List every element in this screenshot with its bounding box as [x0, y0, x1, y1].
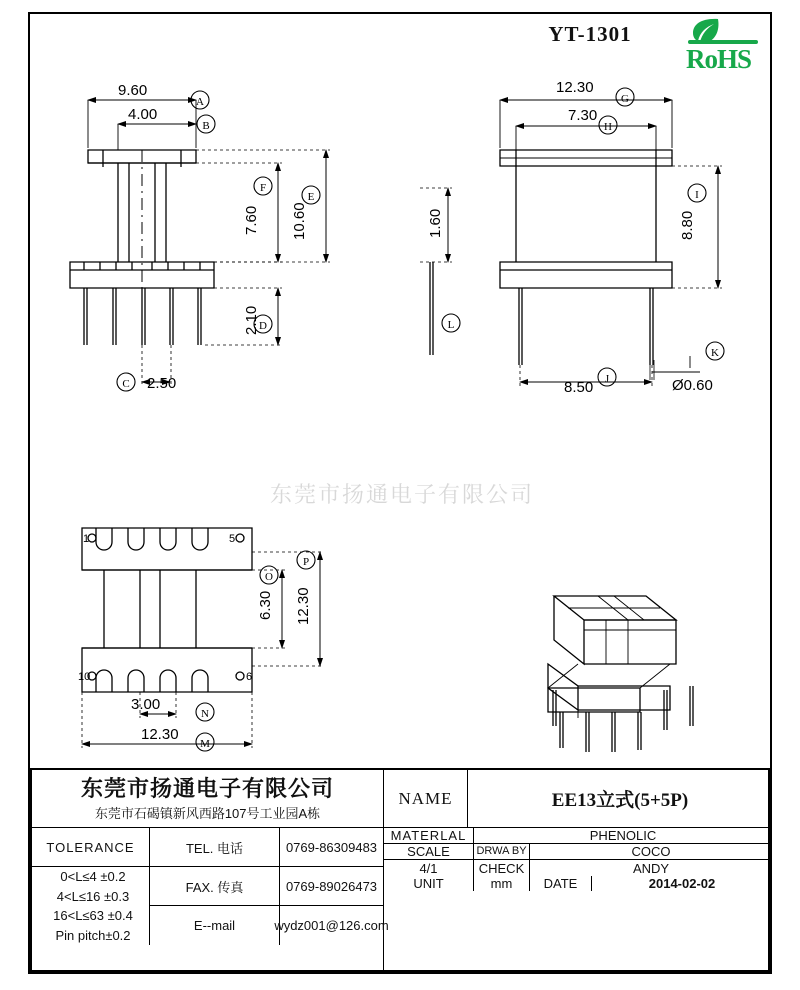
dim-A-value: 9.60	[118, 82, 148, 99]
pin-label-6: 6	[246, 671, 253, 683]
material-value: PHENOLIC	[474, 828, 772, 844]
dim-F-value: 7.60	[243, 205, 260, 235]
spec-group	[384, 828, 772, 970]
dim-K-value: Ø0.60	[672, 377, 713, 394]
contact-tolerance-group	[32, 828, 389, 970]
dim-I-value: 8.80	[679, 210, 696, 240]
drawn-by-label: DRWA BY	[474, 844, 530, 860]
svg-text:A: A	[196, 96, 204, 108]
check-value: ANDY	[632, 860, 670, 876]
email-value: wydz001@126.com	[280, 906, 384, 945]
part-number: YT-1301	[548, 22, 632, 46]
tolerance-line-4: Pin pitch±0.2	[55, 927, 131, 943]
date-label: DATE	[530, 876, 592, 891]
fax-value: 0769-89026473	[280, 867, 384, 906]
dim-B-value: 4.00	[128, 106, 158, 123]
dim-N-value: 3.00	[131, 696, 161, 713]
svg-text:I: I	[695, 189, 699, 201]
dim-C-value: 2.50	[147, 375, 177, 392]
company-name: 东莞市扬通电子有限公司	[80, 776, 334, 802]
fax-label: FAX. 传真	[150, 867, 280, 906]
svg-text:G: G	[621, 93, 629, 105]
svg-text:P: P	[302, 556, 310, 568]
check-label: CHECK	[474, 860, 530, 876]
dim-E-value: 10.60	[291, 202, 308, 240]
svg-text:D: D	[259, 320, 267, 332]
dim-O-value: 6.30	[257, 590, 274, 620]
svg-text:F: F	[259, 182, 267, 194]
name-value: EE13立式(5+5P)	[468, 770, 772, 828]
svg-text:N: N	[201, 708, 209, 720]
tolerance-list	[32, 867, 150, 945]
dim-H-value: 7.30	[568, 107, 598, 124]
svg-text:K: K	[711, 347, 719, 359]
svg-text:B: B	[202, 120, 210, 132]
pin-label-1: 1	[83, 533, 90, 545]
svg-text:J: J	[604, 373, 610, 385]
dim-G-value: 12.30	[556, 79, 594, 96]
drawn-by-value: COCO	[530, 844, 772, 860]
svg-text:O: O	[265, 571, 273, 583]
tel-value: 0769-86309483	[280, 828, 384, 867]
svg-text:C: C	[122, 378, 130, 390]
tolerance-line-3: 16<L≤63 ±0.4	[53, 908, 133, 923]
unit-label: UNIT	[384, 876, 474, 891]
dim-P-value: 12.30	[295, 587, 312, 625]
email-label: E--mail	[150, 906, 280, 945]
company-cell	[32, 770, 384, 828]
rohs-text: RoHS	[686, 44, 752, 74]
dim-J-value: 8.50	[564, 379, 594, 396]
tolerance-line-1: 0<L≤4 ±0.2	[60, 869, 126, 884]
scale-label: SCALE	[384, 844, 474, 860]
tolerance-line-2: 4<L≤16 ±0.3	[56, 888, 130, 904]
date-value: 2014-02-02	[648, 876, 716, 891]
tel-label: TEL. 电话	[150, 828, 280, 867]
dim-D-value: 2.10	[243, 305, 260, 335]
watermark-text: 东莞市扬通电子有限公司	[270, 482, 535, 507]
svg-text:E: E	[307, 191, 315, 203]
svg-text:L: L	[447, 319, 455, 331]
name-label: NAME	[384, 770, 468, 828]
dim-M-value: 12.30	[141, 726, 179, 743]
company-address: 东莞市石碣镇新风西路107号工业园A栋	[94, 805, 321, 821]
svg-text:H: H	[604, 121, 612, 133]
material-label: MATERLAL	[384, 828, 474, 844]
dim-160-value: 1.60	[427, 208, 444, 238]
unit-value: mm	[474, 876, 530, 891]
svg-text:M: M	[200, 738, 210, 750]
scale-value: 4/1	[384, 860, 474, 876]
pin-label-5: 5	[229, 533, 236, 545]
title-block	[30, 768, 770, 972]
rohs-logo	[686, 18, 760, 80]
tolerance-label: TOLERANCE	[32, 828, 150, 867]
pin-label-10: 10	[78, 671, 91, 683]
